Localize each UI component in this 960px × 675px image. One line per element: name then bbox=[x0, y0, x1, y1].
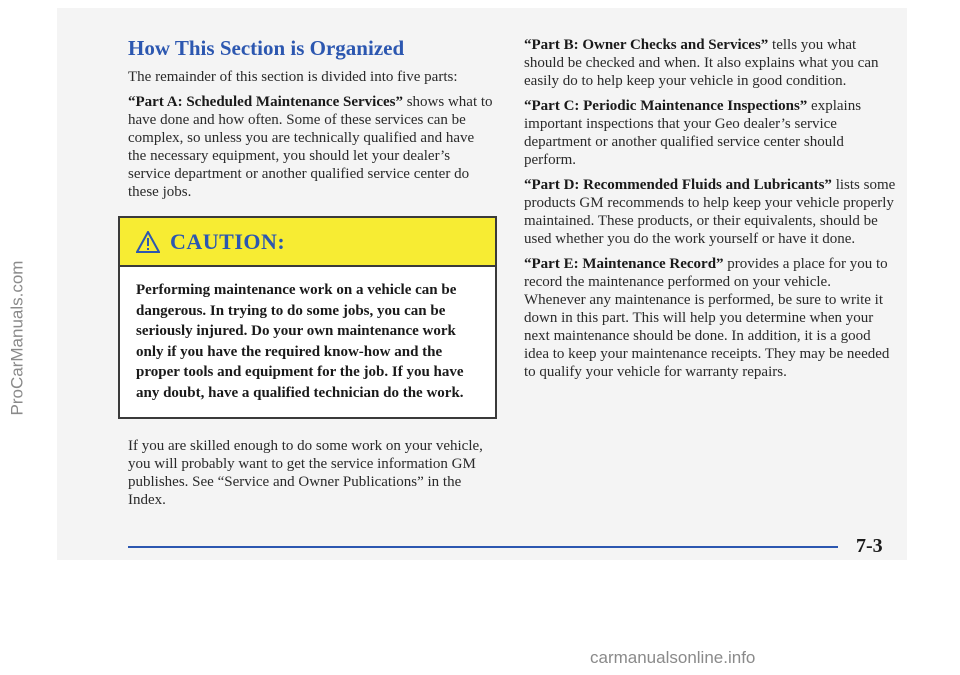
part-a-paragraph bbox=[128, 93, 493, 201]
section-heading: How This Section is Organized bbox=[128, 36, 405, 60]
part-c-title: “Part C: Periodic Maintenance Inspections” bbox=[524, 98, 808, 114]
part-c-text: explains important inspections that your Geo dealer’s service department or another qualified service center should perform. bbox=[524, 98, 862, 168]
skilled-paragraph: If you are skilled enough to do some work on your vehicle, you will probably want to get the service information GM publishes. See “Service and Owner Publications” in the Index. bbox=[128, 438, 483, 508]
warning-triangle-icon bbox=[136, 231, 160, 253]
part-d-text: lists some products GM recommends to help keep your vehicle properly maintained. These products, or their equivalents, should be used whether you do the work yourself or have it done. bbox=[524, 177, 896, 247]
caution-body: Performing maintenance work on a vehicle can be dangerous. In trying to do some jobs, you can be seriously injured. Do your own maintenance work only if you have the required know-how and the proper tools and equipment for the job. If you have any doubt, have a qualified technician do the work. bbox=[136, 282, 464, 401]
part-b-title: “Part B: Owner Checks and Services” bbox=[524, 37, 769, 53]
right-column bbox=[524, 36, 896, 388]
part-c-paragraph bbox=[524, 97, 896, 169]
part-e-paragraph bbox=[524, 255, 896, 381]
page-number: 7-3 bbox=[856, 535, 883, 557]
part-d-paragraph bbox=[524, 176, 896, 248]
part-b-paragraph bbox=[524, 36, 896, 90]
part-e-title: “Part E: Maintenance Record” bbox=[524, 256, 724, 272]
part-b-text: tells you what should be checked and when. It also explains what you can easily do to help keep your vehicle in good condition. bbox=[524, 37, 879, 89]
footer-rule bbox=[128, 546, 838, 548]
caution-header bbox=[120, 218, 495, 267]
caution-box bbox=[118, 216, 497, 419]
part-d-title: “Part D: Recommended Fluids and Lubricants” bbox=[524, 177, 832, 193]
part-a-text: shows what to have done and how often. Some of these services can be complex, so unless you are technically qualified and have the necessary equipment, you should let your dealer’s service department or another qualified service center do these jobs. bbox=[128, 94, 493, 200]
intro-paragraph: The remainder of this section is divided into five parts: bbox=[128, 69, 458, 85]
bottom-watermark: carmanualsonline.info bbox=[590, 648, 756, 667]
caution-title: CAUTION: bbox=[170, 228, 286, 254]
part-e-text: provides a place for you to record the maintenance performed on your vehicle. Whenever any maintenance is performed, be sure to write it down in this part. This will help you determine when your next maintenance should be done. In addition, it is a good idea to keep your maintenance receipts. They may be needed to qualify your vehicle for warranty repairs. bbox=[524, 256, 890, 380]
part-a-title: “Part A: Scheduled Maintenance Services” bbox=[128, 94, 403, 110]
left-column bbox=[128, 36, 493, 516]
side-watermark bbox=[4, 0, 30, 675]
side-watermark-text: ProCarManuals.com bbox=[7, 260, 27, 415]
